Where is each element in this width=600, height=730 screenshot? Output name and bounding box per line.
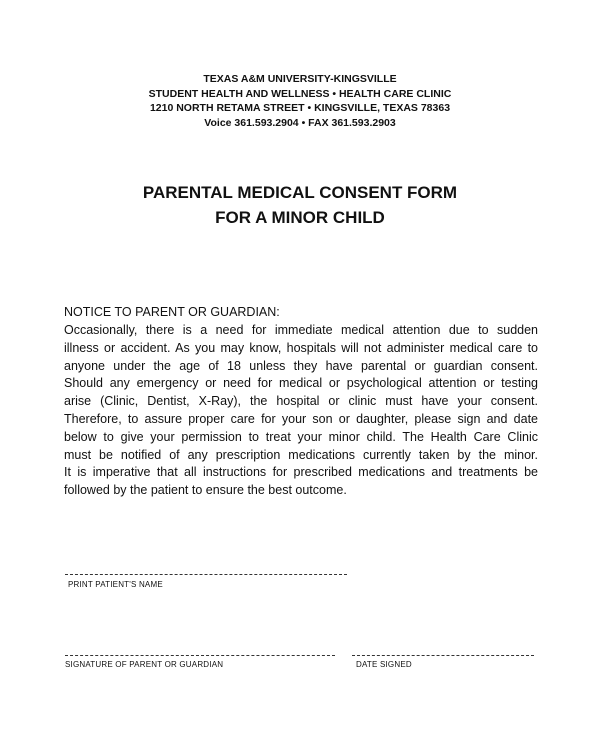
signature-line[interactable] xyxy=(65,655,335,656)
notice-heading: NOTICE TO PARENT OR GUARDIAN: xyxy=(64,305,280,319)
body-line: Occasionally, there is a need for immediate medical attention due to sudden xyxy=(64,323,538,337)
date-label: DATE SIGNED xyxy=(356,660,412,669)
header-line: TEXAS A&M UNIVERSITY-KINGSVILLE xyxy=(203,73,397,85)
body-line: must be notified of any prescription medications currently taken by the minor. xyxy=(64,447,538,462)
body-line: It is imperative that all instructions for prescribed medications and treatments be xyxy=(64,465,538,480)
patient-name-line[interactable] xyxy=(65,574,347,575)
form-title xyxy=(0,180,600,230)
patient-name-label: PRINT PATIENT'S NAME xyxy=(68,580,163,589)
body-paragraph xyxy=(64,322,538,500)
body-line: below to give your permission to treat your minor child. The Health Care Clinic xyxy=(64,429,538,444)
body-line: arise (Clinic, Dentist, X-Ray), the hospital or clinic must have your consent. xyxy=(64,394,538,409)
header-line: STUDENT HEALTH AND WELLNESS • HEALTH CARE CLINIC xyxy=(148,87,452,100)
body-line: anyone under the age of 18 unless they have parental or guardian consent. xyxy=(64,358,538,373)
signature-label: SIGNATURE OF PARENT OR GUARDIAN xyxy=(65,660,224,669)
body-line: Should any emergency or need for medical or psychological attention or testing xyxy=(64,376,538,391)
title-line: PARENTAL MEDICAL CONSENT FORM xyxy=(142,183,458,202)
clinic-header xyxy=(0,72,600,130)
body-line: followed by the patient to ensure the best outcome. xyxy=(64,483,347,498)
date-line[interactable] xyxy=(352,655,534,656)
title-line: FOR A MINOR CHILD xyxy=(215,208,385,227)
body-line: illness or accident. As you may know, hospitals will not administer medical care to xyxy=(64,340,538,355)
header-line: Voice 361.593.2904 • FAX 361.593.2903 xyxy=(204,116,396,129)
body-line: Therefore, to assure proper care for your son or daughter, please sign and date xyxy=(64,411,538,426)
header-line: 1210 NORTH RETAMA STREET • KINGSVILLE, TEXAS 78363 xyxy=(149,102,451,114)
